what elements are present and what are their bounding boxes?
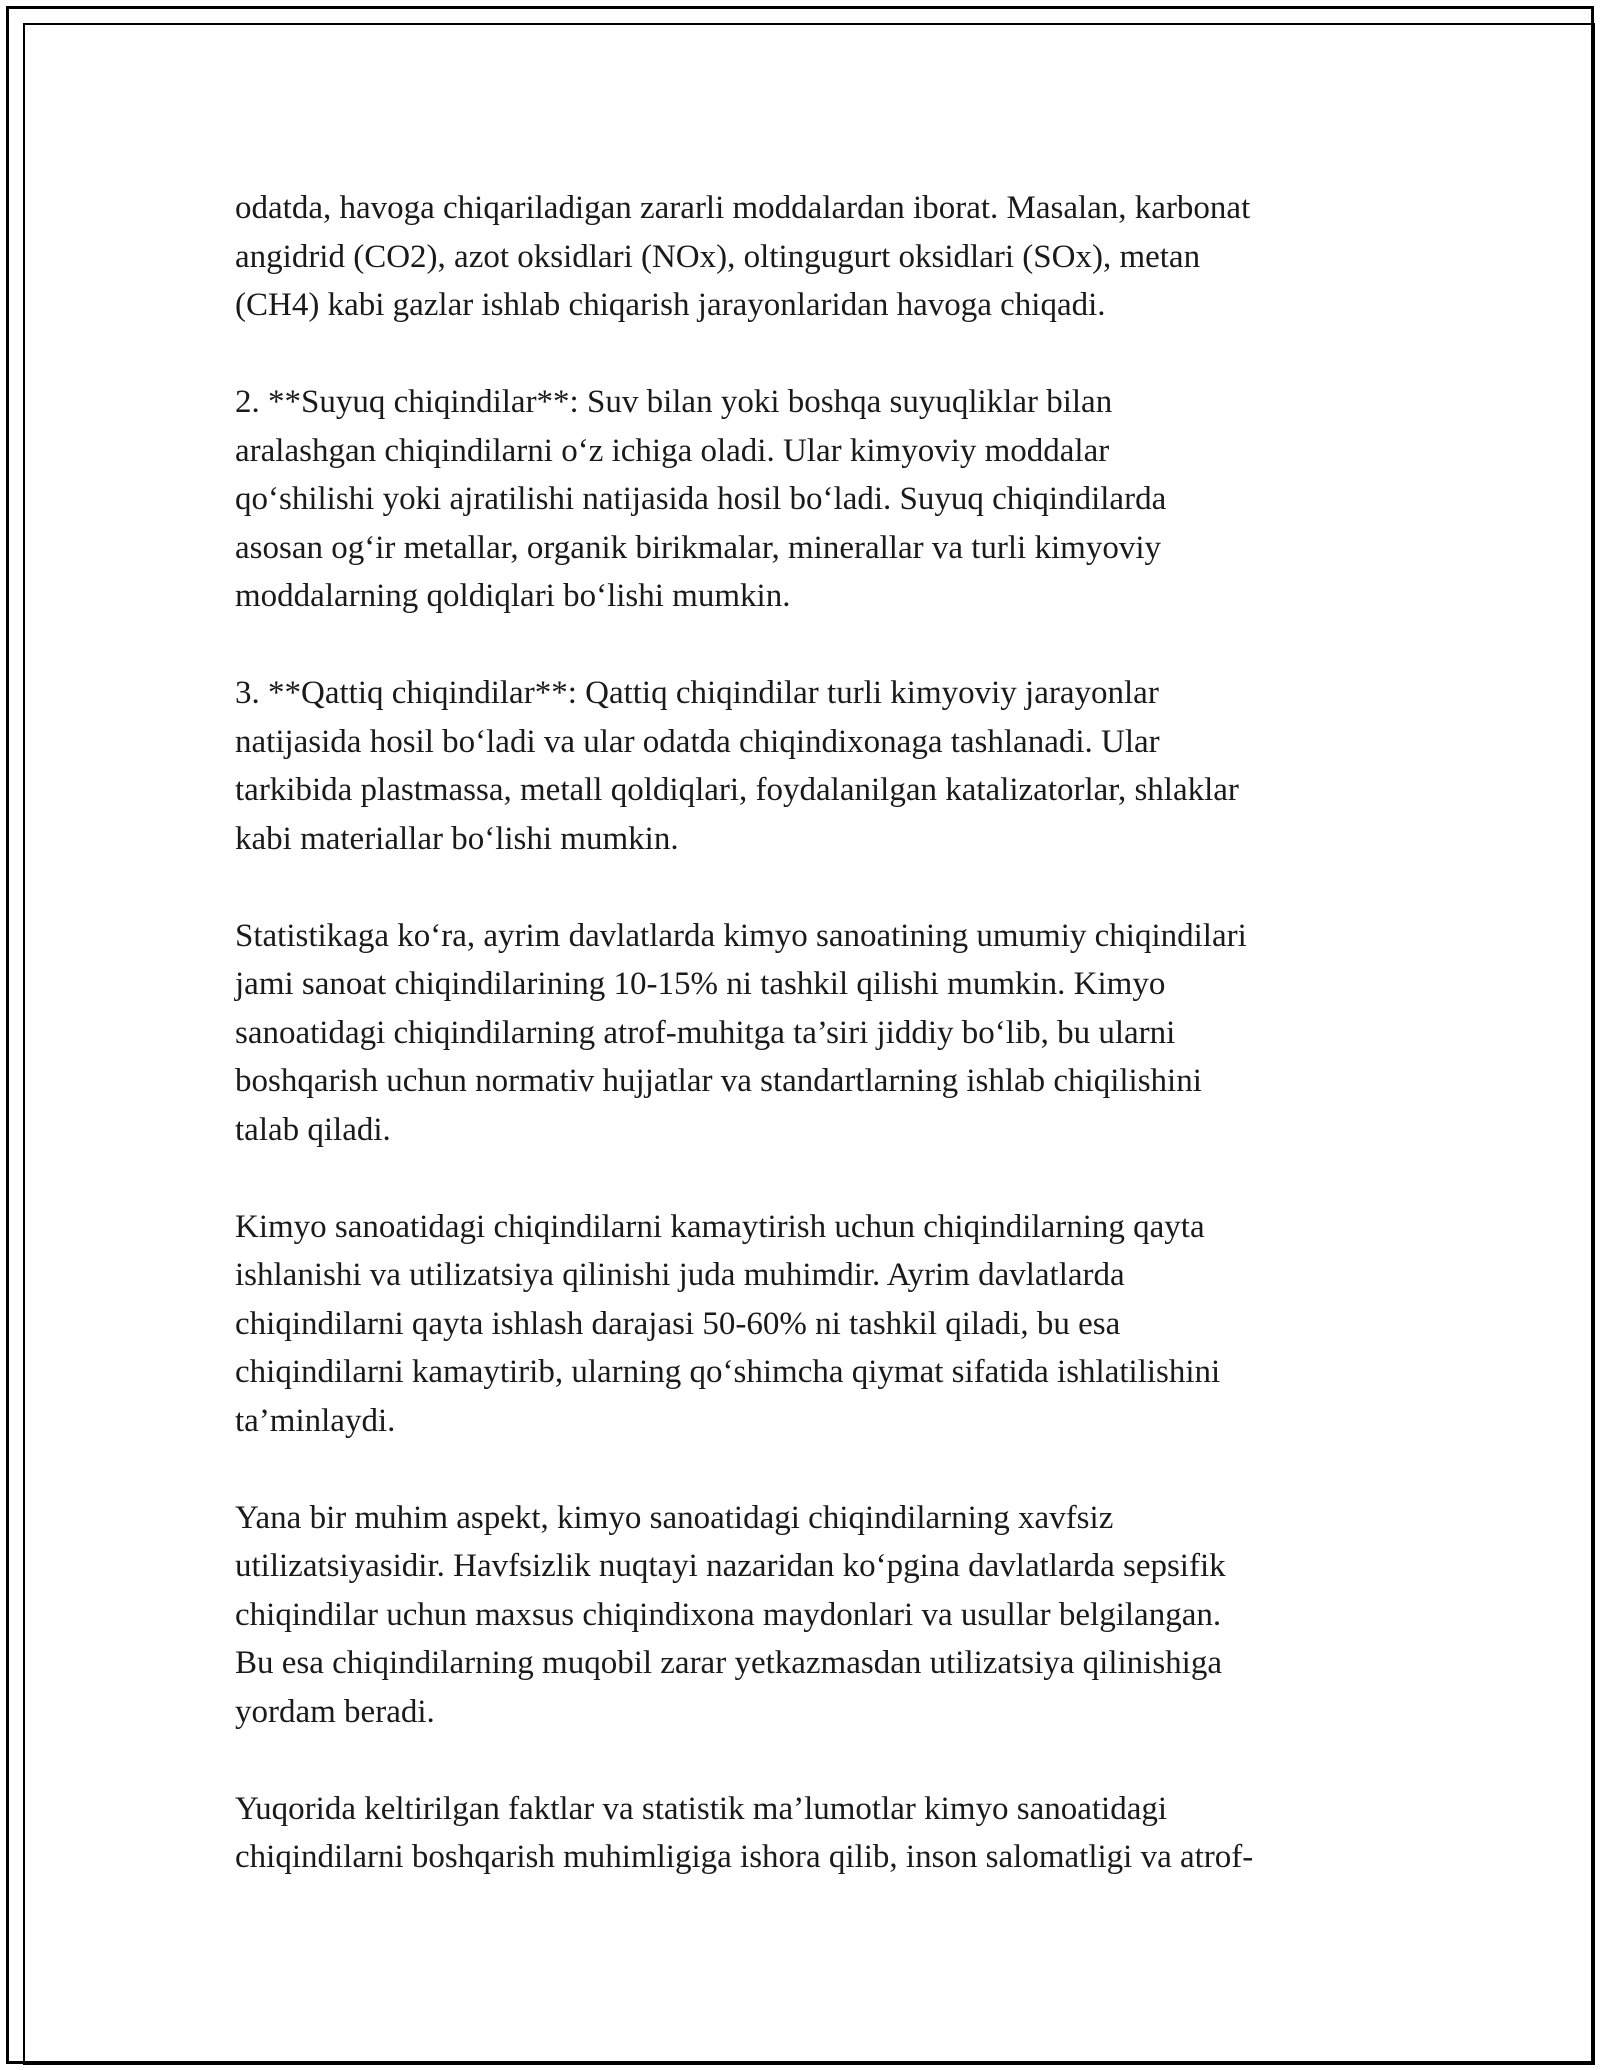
paragraph-statistics: Statistikaga ko‘ra, ayrim davlatlarda kimyo sanoatining umumiy chiqindilari jami sanoat chiqindilarining 10-15% ni tashkil qilishi mumkin. Kimyo sanoatidagi chiqindilarning atrof-muhitga ta’siri jiddiy bo‘lib, bu ularni boshqarish uchun normativ hujjatlar va standartlarning ishlab chiqilishini talab qiladi. bbox=[235, 917, 1247, 1148]
paragraph-solid-waste: 3. **Qattiq chiqindilar**: Qattiq chiqindilar turli kimyoviy jarayonlar natijasida hosil bo‘ladi va ular odatda chiqindixonaga tashlanadi. Ular tarkibida plastmassa, metall qoldiqlari, foydalanilgan katalizatorlar, shlaklar kabi materiallar bo‘lishi mumkin. bbox=[235, 675, 1239, 857]
document-body bbox=[235, 184, 1385, 1882]
paragraph-liquid-waste: 2. **Suyuq chiqindilar**: Suv bilan yoki boshqa suyuqliklar bilan aralashgan chiqindilarni o‘z ichiga oladi. Ular kimyoviy moddalar qo‘shilishi yoki ajratilishi natijasida hosil bo‘ladi. Suyuq chiqindilarda asosan og‘ir metallar, organik birikmalar, minerallar va turli kimyoviy moddalarning qoldiqlari bo‘lishi mumkin. bbox=[235, 384, 1167, 614]
paragraph-gas-waste: odatda, havoga chiqariladigan zararli moddalardan iborat. Masalan, karbonat angidrid (CO2), azot oksidlari (NOx), oltingugurt oksidlari (SOx), metan (CH4) kabi gazlar ishlab chiqarish jarayonlaridan havoga chiqadi. bbox=[235, 190, 1251, 323]
paragraph-conclusion: Yuqorida keltirilgan faktlar va statistik ma’lumotlar kimyo sanoatidagi chiqindilarni boshqarish muhimligiga ishora qilib, inson salomatligi va atrof- bbox=[235, 1790, 1254, 1875]
paragraph-safe-disposal: Yana bir muhim aspekt, kimyo sanoatidagi chiqindilarning xavfsiz utilizatsiyasidir. Havfsizlik nuqtayi nazaridan ko‘pgina davlatlarda sepsifik chiqindilar uchun maxsus chiqindixona maydonlari va usullar belgilangan. Bu esa chiqindilarning muqobil zarar yetkazmasdan utilizatsiya qilinishiga yordam beradi. bbox=[235, 1499, 1226, 1730]
paragraph-recycling: Kimyo sanoatidagi chiqindilarni kamaytirish uchun chiqindilarning qayta ishlanishi va utilizatsiya qilinishi juda muhimdir. Ayrim davlatlarda chiqindilarni qayta ishlash darajasi 50-60% ni tashkil qiladi, bu esa chiqindilarni kamaytirib, ularning qo‘shimcha qiymat sifatida ishlatilishini ta’minlaydi. bbox=[235, 1208, 1221, 1439]
